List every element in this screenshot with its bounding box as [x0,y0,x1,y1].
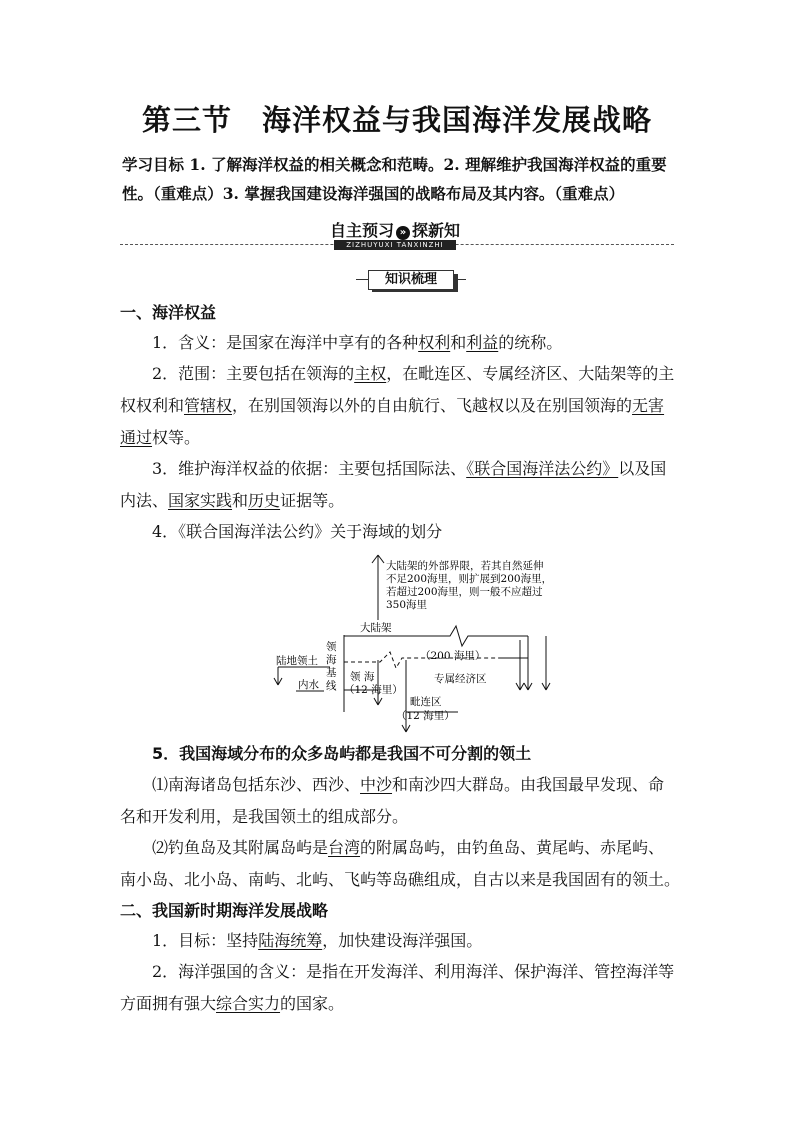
baseline-char-4: 线 [326,680,337,692]
eez-label: 专属经济区 [434,673,487,685]
baseline-char-3: 基 [326,667,337,679]
land-territory-label: 陆地领土 [276,655,318,667]
paragraph-scope: 2．范围：主要包括在领海的主权，在毗连区、专属经济区、大陆架等的主权权利和管辖权，在别国领海以外的自由航行、飞越权以及在别国领海的无害通过权等。 [120,364,675,447]
baseline-char-1: 领 [326,641,337,653]
shelf-note-line-1: 大陆架的外部界限，若其自然延伸 [386,560,544,572]
continental-shelf-label: 大陆架 [360,622,392,634]
territorial-sea-label: 领 海 [350,671,375,683]
shelf-note-line-4: 350海里 [386,599,428,611]
territorial-sea-width: （12 海里） [344,684,403,696]
paragraph-diaoyu: ⑵钓鱼岛及其附属岛屿是台湾的附属岛屿，由钓鱼岛、黄尾屿、赤尾屿、南小岛、北小岛、南屿、北屿、飞屿等岛礁组成，自古以来是我国固有的领土。 [120,838,681,889]
paragraph-ocean-power: 2．海洋强国的含义：是指在开发海洋、利用海洋、保护海洋、管控海洋等方面拥有强大综合实力的国家。 [120,962,675,1013]
paragraph-meaning: 1．含义：是国家在海洋中享有的各种权利和利益的统称。 [152,333,563,352]
goal-label: 学习目标 [122,155,185,174]
section-heading-1: 一、海洋权益 [120,303,217,322]
paragraph-goal: 1．目标：坚持陆海统筹，加快建设海洋强国。 [152,931,483,950]
section-heading-2: 二、我国新时期海洋发展战略 [120,901,329,920]
page-title: 第三节 海洋权益与我国海洋发展战略 [141,103,652,137]
paragraph-basis: 3．维护海洋权益的依据：主要包括国际法、《联合国海洋法公约》以及国内法、国家实践和历史证据等。 [120,459,667,510]
double-chevron-icon: » [396,226,410,240]
shelf-note-line-3: 若超过200海里，则一般不应超过 [386,586,543,598]
paragraph-division: 4．《联合国海洋法公约》关于海域的划分 [152,522,443,541]
banner-left-text: 自主预习 [329,221,394,240]
paragraph-south-sea: ⑴南海诸岛包括东沙、西沙、中沙和南沙四大群岛。由我国最早发现、命名和开发利用，是我国领土的组成部分。 [120,775,665,826]
shelf-note-line-2: 不足200海里，则扩展到200海里， [386,573,553,585]
baseline-char-2: 海 [326,654,337,666]
banner-subtitle: ZIZHUYUXI TANXINZHI [334,240,456,250]
contiguous-zone-label: 毗连区 [410,696,442,708]
goal-text: 1. 了解海洋权益的相关概念和范畴。2. 理解维护我国海洋权益的重要性。（重难点）3. 掌握我国建设海洋强国的战略布局及其内容。（重难点） [122,155,667,203]
tag-label: 知识梳理 [368,270,454,290]
paragraph-islands-heading: 5．我国海域分布的众多岛屿都是我国不可分割的领土 [152,744,532,763]
banner-right-text: 探新知 [412,221,461,240]
eez-width-label: （200 海里） [420,650,486,662]
internal-waters-label: 内水 [298,679,319,691]
contiguous-zone-width: （12 海里） [396,710,455,722]
